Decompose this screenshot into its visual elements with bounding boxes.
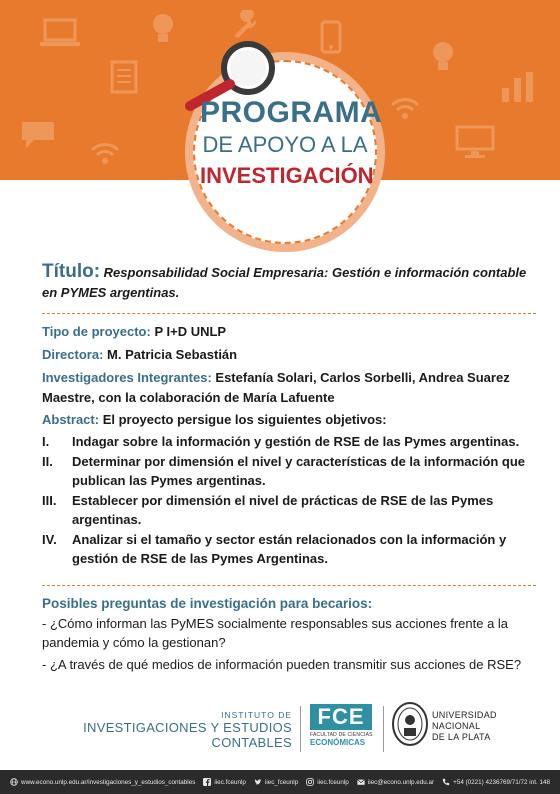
email-icon xyxy=(357,778,365,786)
project-title xyxy=(42,262,540,303)
contact-bar xyxy=(0,770,560,794)
wifi-icon xyxy=(90,140,120,166)
unlp-line3: DE LA PLATA xyxy=(432,732,491,742)
director-value: M. Patricia Sebastián xyxy=(107,347,238,362)
twitter-icon xyxy=(254,778,262,786)
email-link[interactable] xyxy=(357,778,434,786)
document-icon xyxy=(110,60,138,94)
logo-divider xyxy=(300,706,301,752)
lightbulb-icon xyxy=(430,40,456,74)
unlp-line1: UNIVERSIDAD xyxy=(432,710,497,720)
abstract-label: Abstract: xyxy=(42,412,100,427)
twitter-link[interactable] xyxy=(254,778,298,786)
director-label: Directora xyxy=(42,347,100,362)
email-address: iiec@econo.unlp.edu.ar xyxy=(367,778,435,786)
facebook-icon xyxy=(203,778,211,786)
list-item xyxy=(42,491,540,530)
phone-icon xyxy=(442,778,450,786)
project-content xyxy=(42,262,540,674)
questions-heading: Posibles preguntas de investigación para becarios: xyxy=(42,595,373,611)
facebook-link[interactable] xyxy=(203,778,246,786)
laptop-icon xyxy=(40,18,80,48)
unlp-logo-text xyxy=(432,710,497,743)
phone-number: +54 (0221) 4236769/71/72 int. 148 xyxy=(453,778,550,786)
project-type-value: P I+D UNLP xyxy=(154,324,227,339)
twitter-handle: iiec_fceunlp xyxy=(264,778,299,786)
web-url: www.econo.unlp.edu.ar/investigaciones_y_estudios_contables xyxy=(21,778,196,786)
title-text: Responsabilidad Social Empresaria: Gestión e información contable en PYMES argentinas. xyxy=(42,265,527,300)
instagram-icon xyxy=(306,778,314,786)
question-item: - ¿Cómo informan las PyMES socialmente responsables sus acciones frente a la pandemia y cómo la gestionan? xyxy=(42,615,509,650)
program-title-line3: INVESTIGACIÓN xyxy=(200,163,374,188)
project-type-label: Tipo de proyecto: xyxy=(42,324,151,339)
fce-logo xyxy=(310,704,376,747)
title-label: Título: xyxy=(42,261,101,282)
lightbulb-icon xyxy=(150,12,176,46)
question-item: - ¿A través de qué medios de información pueden transmitir sus acciones de RSE? xyxy=(42,656,522,672)
fce-subtitle: FACULTAD DE CIENCIAS xyxy=(310,732,373,738)
objective-text: Establecer por dimensión el nivel de prácticas de RSE de las Pymes argentinas. xyxy=(72,492,494,527)
objective-text: Analizar si el tamaño y sector están relacionados con la información y gestión de RSE de las Pymes Argentinas. xyxy=(72,531,507,566)
fce-mark: FCE xyxy=(310,704,372,730)
unlp-seal-icon xyxy=(392,702,428,751)
director xyxy=(42,345,540,365)
tablet-icon xyxy=(320,20,342,54)
project-type xyxy=(42,322,540,342)
objective-number: I. xyxy=(42,434,50,449)
abstract-value: El proyecto persigue los siguientes objetivos: xyxy=(102,412,387,427)
monitor-icon xyxy=(455,125,495,159)
logo-divider xyxy=(383,706,384,752)
bar-chart-icon xyxy=(500,70,536,104)
researchers-value: Estefanía Solari, Carlos Sorbelli, Andrea Suarez Maestre, con la colaboración de María Lafuente xyxy=(42,370,510,405)
section-divider xyxy=(42,313,536,314)
section-divider xyxy=(42,585,536,586)
list-item xyxy=(42,530,540,569)
abstract xyxy=(42,410,540,430)
chat-icon xyxy=(20,120,56,150)
institute-name: INVESTIGACIONES Y ESTUDIOS CONTABLES xyxy=(83,720,292,750)
fce-economicas: ECONÓMICAS xyxy=(310,738,366,747)
web-link[interactable] xyxy=(10,778,195,786)
researchers xyxy=(42,368,540,408)
unlp-line2: NACIONAL xyxy=(432,721,481,731)
phone-link[interactable] xyxy=(442,778,550,786)
objective-number: II. xyxy=(42,453,53,469)
list-item xyxy=(42,452,540,491)
objective-number: IV. xyxy=(42,531,57,547)
list-item xyxy=(42,432,540,452)
program-title-line1: PROGRAMA xyxy=(200,96,383,129)
facebook-handle: iiec.fceunlp xyxy=(214,778,246,786)
objective-text: Indagar sobre la información y gestión de RSE de las Pymes argentinas. xyxy=(72,434,520,449)
researchers-label: Investigadores Integrantes: xyxy=(42,370,212,385)
program-title-line2: DE APOYO A LA xyxy=(202,132,368,157)
objective-number: III. xyxy=(42,492,57,508)
institute-small-label: INSTITUTO DE xyxy=(221,710,292,720)
instagram-handle: iiec.fceunlp xyxy=(317,778,349,786)
institute-logo xyxy=(64,710,292,750)
objectives-list xyxy=(42,432,540,569)
globe-icon xyxy=(10,778,18,786)
wifi-icon xyxy=(390,95,420,121)
director-colon: : xyxy=(99,347,104,362)
objective-text: Determinar por dimensión el nivel y características de la información que publican las Pymes argentinas. xyxy=(72,453,525,488)
instagram-link[interactable] xyxy=(306,778,349,786)
